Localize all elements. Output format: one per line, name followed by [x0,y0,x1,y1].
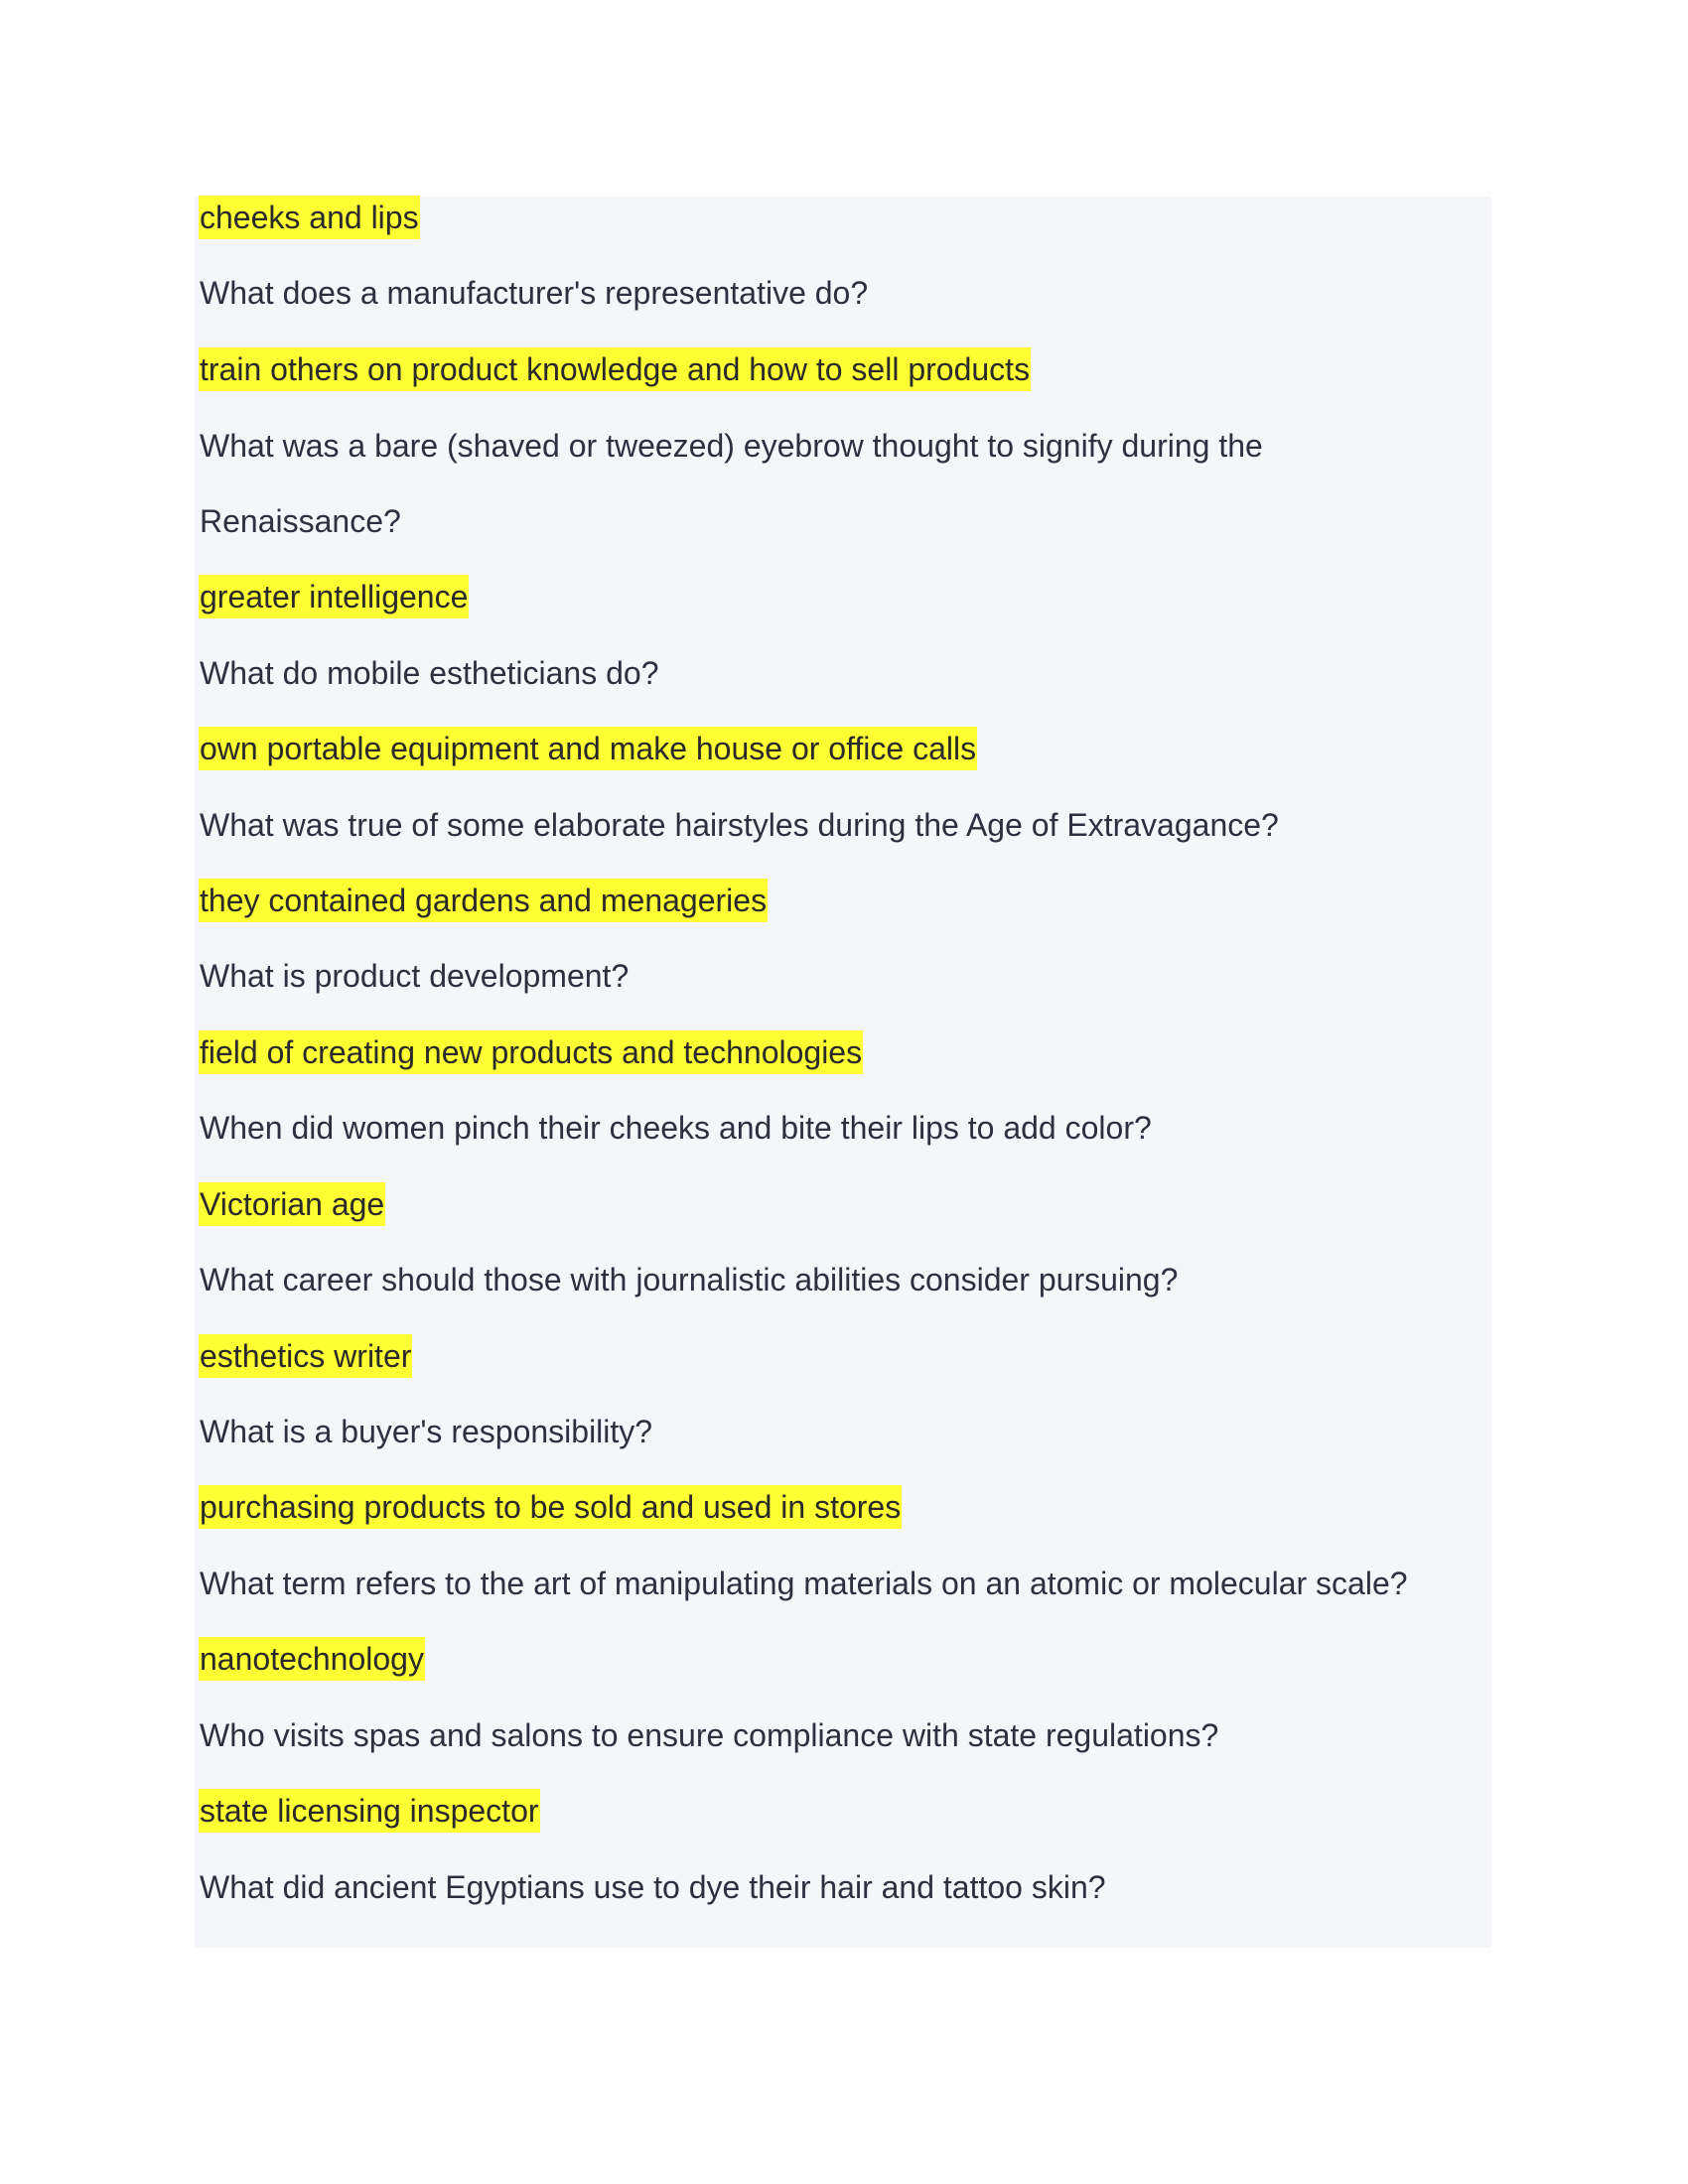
question-line: What term refers to the art of manipulating materials on an atomic or molecular scale? [200,1566,1408,1601]
question-line: What is a buyer's responsibility? [200,1414,653,1449]
answer-line [199,1334,412,1378]
answer-line [199,575,469,618]
answer-highlight: greater intelligence [199,575,469,618]
answer-highlight: train others on product knowledge and how to sell products [199,347,1031,391]
question-line: Who visits spas and salons to ensure compliance with state regulations? [200,1717,1219,1753]
answer-line [199,1182,385,1226]
answer-line [199,1030,863,1074]
answer-line [199,1637,425,1681]
answer-line [199,727,977,770]
answer-line [199,1789,540,1833]
answer-line [199,347,1031,391]
question-line: When did women pinch their cheeks and bite their lips to add color? [200,1110,1152,1146]
question-line: Renaissance? [200,503,401,539]
answer-highlight: they contained gardens and menageries [199,879,768,922]
question-line: What is product development? [200,958,630,994]
question-line: What was true of some elaborate hairstyles during the Age of Extravagance? [200,807,1279,843]
answer-highlight: field of creating new products and technologies [199,1030,863,1074]
answer-line [199,1485,902,1529]
question-line: What was a bare (shaved or tweezed) eyebrow thought to signify during the [200,428,1263,464]
question-line: What does a manufacturer's representative do? [200,275,869,311]
answer-highlight: purchasing products to be sold and used in stores [199,1485,902,1529]
answer-highlight: esthetics writer [199,1334,412,1378]
answer-line [199,879,768,922]
answer-highlight: own portable equipment and make house or office calls [199,727,977,770]
answer-highlight: cheeks and lips [199,196,420,239]
question-line: What career should those with journalistic abilities consider pursuing? [200,1262,1179,1297]
answer-highlight: Victorian age [199,1182,385,1226]
answer-highlight: state licensing inspector [199,1789,540,1833]
question-line: What do mobile estheticians do? [200,655,659,691]
question-line: What did ancient Egyptians use to dye their hair and tattoo skin? [200,1869,1106,1905]
answer-line [199,196,420,239]
answer-highlight: nanotechnology [199,1637,425,1681]
